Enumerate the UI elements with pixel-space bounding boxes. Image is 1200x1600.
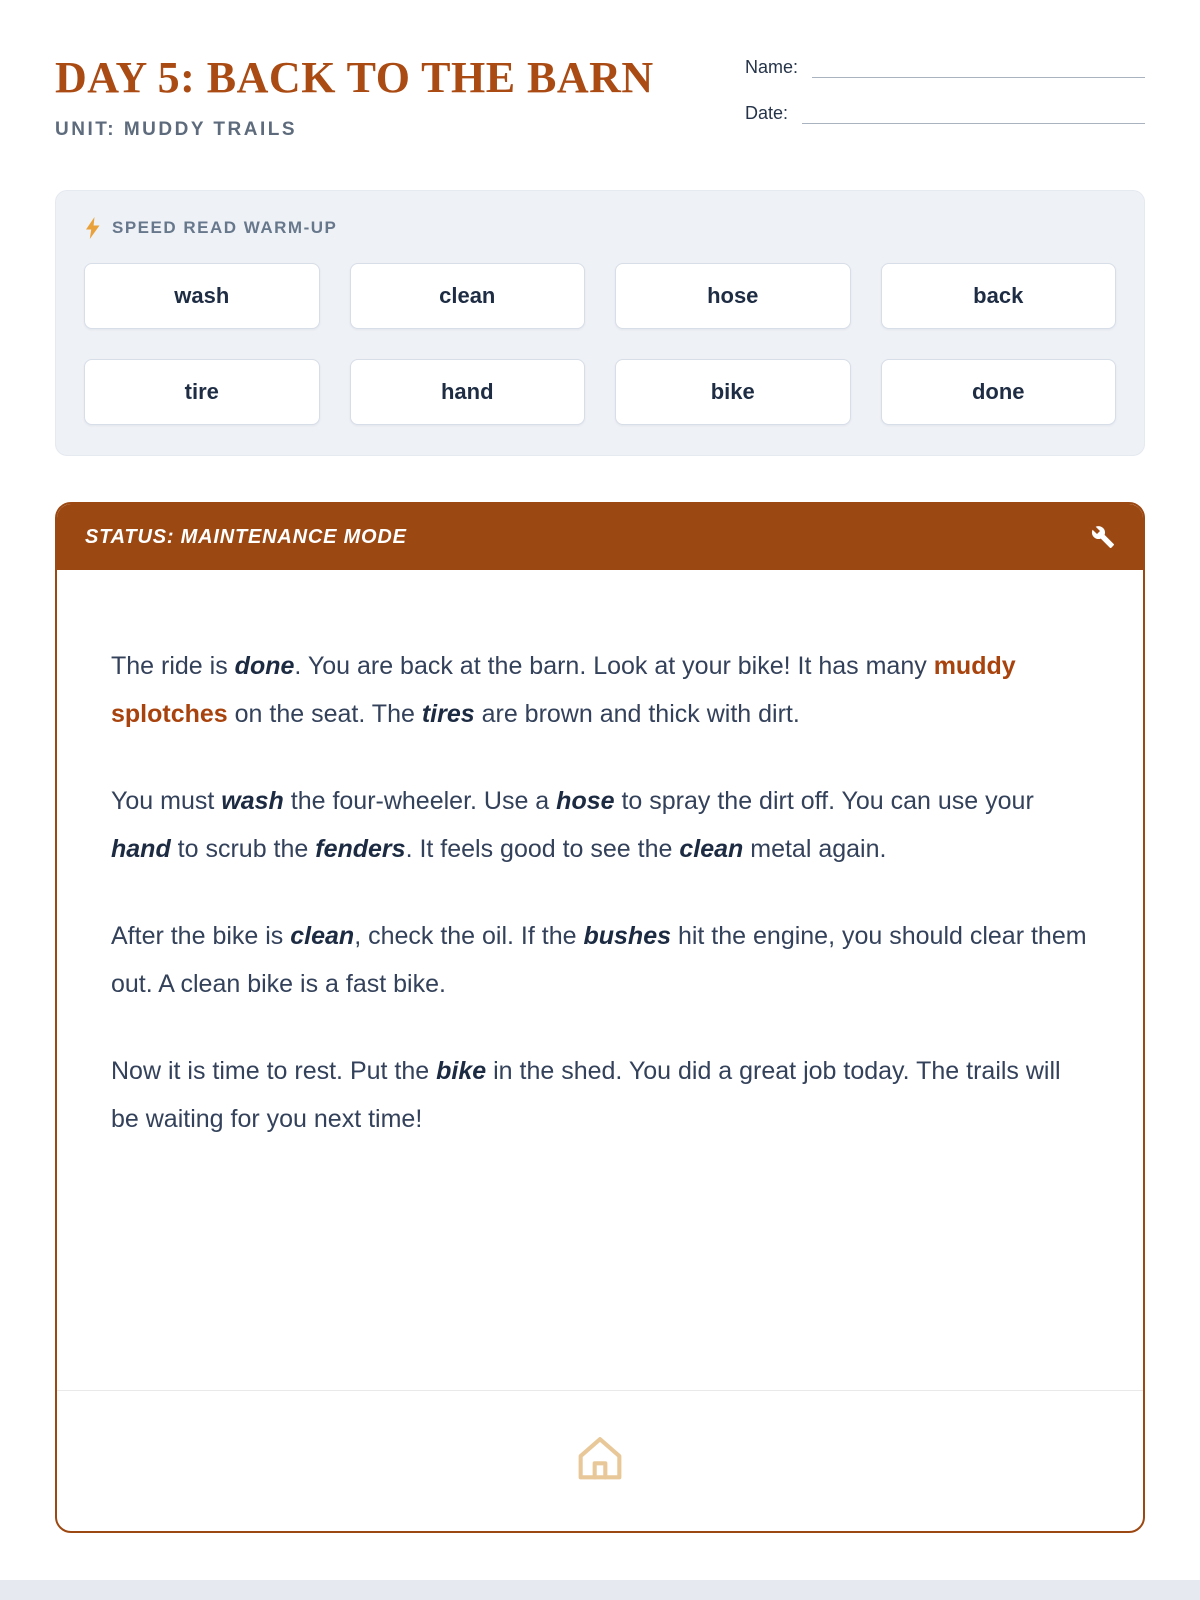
passage-paragraph: The ride is done. You are back at the barn. Look at your bike! It has many muddy splotches on the seat. The tires are brown and thick with dirt.	[111, 652, 1016, 728]
status-title: STATUS: MAINTENANCE MODE	[85, 525, 407, 548]
warmup-title-row	[84, 217, 1116, 239]
date-row	[745, 102, 1145, 124]
warmup-panel	[55, 190, 1145, 456]
bottom-strip	[0, 1580, 1200, 1600]
passage-paragraph: Now it is time to rest. Put the bike in the shed. You did a great job today. The trails will be waiting for you next time!	[111, 1057, 1061, 1133]
date-label: Date:	[745, 103, 789, 123]
header-titles	[55, 52, 654, 141]
home-icon	[571, 1475, 629, 1490]
word-card[interactable]: hand	[350, 359, 586, 425]
passage-header	[57, 504, 1143, 570]
name-row	[745, 56, 1145, 78]
word-card[interactable]: wash	[84, 263, 320, 329]
name-date-block	[745, 52, 1145, 148]
date-input-line[interactable]	[802, 102, 1145, 124]
name-input-line[interactable]	[812, 56, 1145, 78]
warmup-grid	[84, 263, 1116, 425]
header	[55, 52, 1145, 148]
passage-footer	[57, 1390, 1143, 1531]
warmup-title: SPEED READ WARM-UP	[112, 218, 338, 237]
word-card[interactable]: tire	[84, 359, 320, 425]
word-card[interactable]: bike	[615, 359, 851, 425]
word-card[interactable]: hose	[615, 263, 851, 329]
wrench-icon	[1091, 525, 1115, 549]
passage-paragraph: After the bike is clean, check the oil. If the bushes hit the engine, you should clear them out. A clean bike is a fast bike.	[111, 922, 1087, 998]
passage-body	[57, 570, 1143, 1390]
passage-card	[55, 502, 1145, 1533]
passage-paragraph: You must wash the four-wheeler. Use a hose to spray the dirt off. You can use your hand to scrub the fenders. It feels good to see the clean metal again.	[111, 787, 1034, 863]
word-card[interactable]: back	[881, 263, 1117, 329]
word-card[interactable]: done	[881, 359, 1117, 425]
word-card[interactable]: clean	[350, 263, 586, 329]
home-button[interactable]	[571, 1429, 629, 1487]
lightning-icon	[84, 217, 102, 239]
page-title: DAY 5: BACK TO THE BARN	[55, 53, 654, 102]
unit-subtitle: UNIT: MUDDY TRAILS	[55, 119, 298, 140]
name-label: Name:	[745, 57, 799, 77]
